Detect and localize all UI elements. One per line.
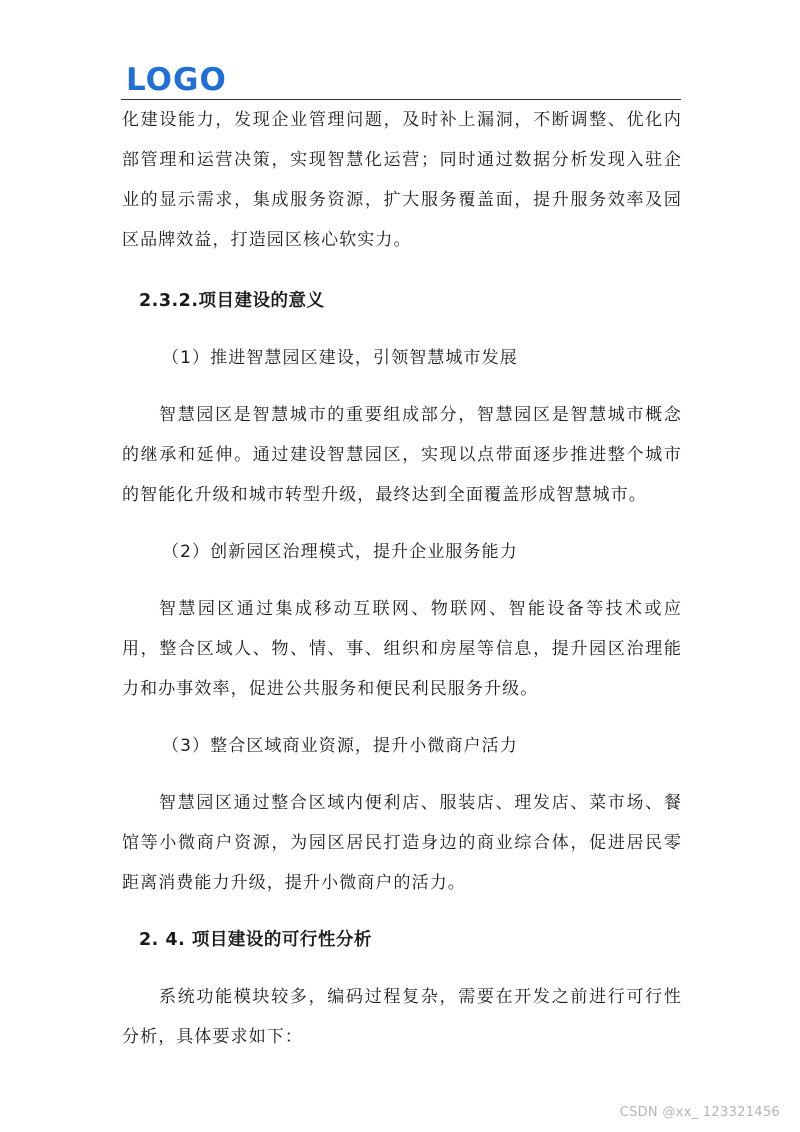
section-heading-2-3-2: 2.3.2.项目建设的意义 [139,291,325,311]
subheading-3: （3）整合区域商业资源，提升小微商户活力 [162,736,518,756]
document-body [122,100,682,1057]
paragraph-4: 系统功能模块较多，编码过程复杂，需要在开发之前进行可行性分析，具体要求如下： [122,987,682,1047]
section-heading-2-4: 2. 4. 项目建设的可行性分析 [139,930,372,950]
logo: LOGO [126,62,227,98]
paragraph-continuation: 化建设能力，发现企业管理问题，及时补上漏洞，不断调整、优化内部管理和运营决策，实现智慧化运营；同时通过数据分析发现入驻企业的显示需求，集成服务资源，扩大服务覆盖面，提升服务效率及园区品牌效益，打造园区核心软实力。 [122,110,682,250]
subheading-2: （2）创新园区治理模式，提升企业服务能力 [162,542,518,562]
paragraph-2: 智慧园区通过集成移动互联网、物联网、智能设备等技术或应用，整合区域人、物、情、事、组织和房屋等信息，提升园区治理能力和办事效率，促进公共服务和便民利民服务升级。 [122,599,682,699]
paragraph-1: 智慧园区是智慧城市的重要组成部分，智慧园区是智慧城市概念的继承和延伸。通过建设智慧园区，实现以点带面逐步推进整个城市的智能化升级和城市转型升级，最终达到全面覆盖形成智慧城市。 [122,405,682,505]
watermark: CSDN @xx_ 123321456 [619,1105,780,1120]
paragraph-3: 智慧园区通过整合区域内便利店、服装店、理发店、菜市场、餐馆等小微商户资源，为园区居民打造身边的商业综合体，促进居民零距离消费能力升级，提升小微商户的活力。 [122,793,682,893]
subheading-1: （1）推进智慧园区建设，引领智慧城市发展 [162,348,518,368]
